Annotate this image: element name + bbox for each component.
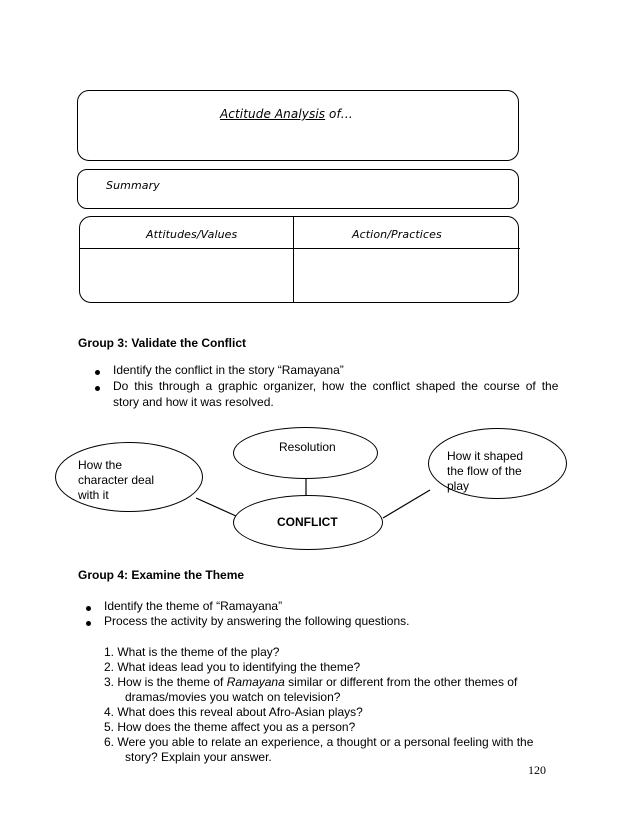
group4-heading: Group 4: Examine the Theme (78, 568, 245, 582)
question-2: 2. What ideas lead you to identifying the theme? (104, 660, 361, 674)
question-1: 1. What is the theme of the play? (104, 645, 280, 659)
organizer-left-line3: with it (78, 488, 109, 502)
summary-label: Summary (106, 179, 160, 192)
group3-bullet-2: Do this through a graphic organizer, how the conflict shaped the course of the (113, 379, 559, 393)
bullet-icon (86, 606, 91, 611)
analysis-title-rest: of… (325, 107, 353, 121)
group3-heading: Group 3: Validate the Conflict (78, 336, 247, 350)
question-3-title: Ramayana (226, 675, 285, 689)
group4-bullet-1: Identify the theme of “Ramayana” (104, 599, 283, 613)
group4-bullet-2: Process the activity by answering the following questions. (104, 614, 410, 628)
question-4: 4. What does this reveal about Afro-Asian plays? (104, 705, 363, 719)
group3-bullet-2-cont: story and how it was resolved. (113, 395, 274, 409)
page-number: 120 (528, 763, 546, 777)
organizer-left-line2: character deal (78, 473, 155, 487)
question-5: 5. How does the theme affect you as a person? (104, 720, 356, 734)
bullet-icon (86, 621, 91, 626)
question-3 (104, 675, 517, 689)
table-header-actions: Action/Practices (352, 228, 442, 241)
organizer-right-line1: How it shaped (447, 449, 524, 463)
question-3-cont: dramas/movies you watch on television? (125, 690, 341, 704)
organizer-right-line2: the flow of the (447, 464, 522, 478)
organizer-left-line1: How the (78, 458, 123, 472)
question-3-end: similar or different from the other themes of (284, 675, 518, 689)
organizer-center-label: CONFLICT (277, 515, 338, 529)
group3-bullet-1: Identify the conflict in the story “Ramayana” (113, 363, 344, 377)
question-3-start: 3. How is the theme of (104, 675, 227, 689)
organizer-right-line3: play (447, 479, 470, 493)
question-6: 6. Were you able to relate an experience, a thought or a personal feeling with the (104, 735, 534, 749)
analysis-title-underlined: Actitude Analysis (220, 107, 326, 121)
table-header-attitudes: Attitudes/Values (146, 228, 238, 241)
question-6-cont: story? Explain your answer. (125, 750, 272, 764)
organizer-top-label: Resolution (279, 440, 336, 454)
